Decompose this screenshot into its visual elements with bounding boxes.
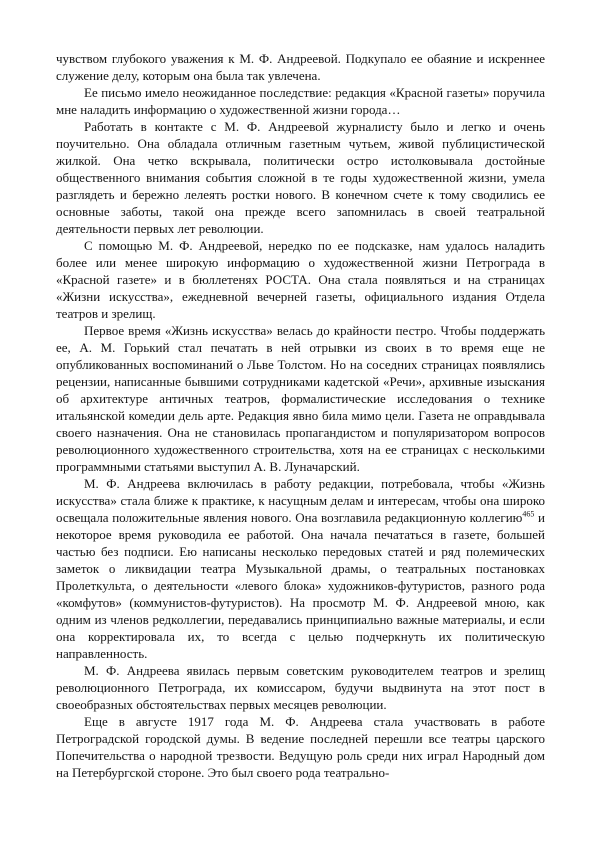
paragraph: Первое время «Жизнь искусства» велась до крайности пестро. Чтобы поддержать ее, А. М. Горький стал печатать в ней отрывки из своих в то время еще не опубликованных воспоминаний о Льве Толстом. Но на соседних страницах появлялись рецензии, написанные бывшими сотрудниками кадетской «Речи», архивные изыскания об архитектуре античных театров, формалистические исследования о технике итальянской комедии дель арте. Редакция явно била мимо цели. Газета не оправдывала своего назначения. Она не становилась пропагандистом и популяризатором вопросов революционного художественного строительства, хотя на ее страницах с несколькими программными статьями выступил А. В. Луначарский. bbox=[56, 323, 545, 474]
paragraph: Еще в августе 1917 года М. Ф. Андреева стала участвовать в работе Петроградской городской думы. В ведение последней перешли все театры царского Попечительства о народной трезвости. Ведущую роль среди них играл Народный дом на Петербургской стороне. Это был своего рода театрально- bbox=[56, 714, 545, 780]
page-text bbox=[56, 50, 545, 781]
paragraph: М. Ф. Андреева включилась в работу редакции, потребовала, чтобы «Жизнь искусства» стала ближе к практике, к насущным делам и интересам, чтобы она широко освещала положительные явления нового. Она возглавила редакционную коллегию$^{465}$ и некоторое время руководила ее работой. Она начала печататься в газете, большей частью без подписи. Ею написаны несколько передовых статей и ряд полемических заметок о ликвидации театра Музыкальной драмы, о театральных постановках Пролеткульта, о деятельности «левого блока» художников-футуристов, разного рода «комфутов» (коммунистов-футуристов). На просмотр М. Ф. Андреевой мною, как одним из членов редколлегии, передавались принципиально важные материалы, и если она корректировала их, то всегда с целью подчеркнуть их политическую направленность. bbox=[56, 476, 545, 661]
paragraph: С помощью М. Ф. Андреевой, нередко по ее подсказке, нам удалось наладить более или менее широкую информацию о художественной жизни Петрограда в «Красной газете» и в бюллетенях РОСТА. Она стала появляться и на страницах «Жизни искусства», ежедневной вечерней газеты, официального издания Отдела театров и зрелищ. bbox=[56, 238, 545, 321]
paragraph: Ее письмо имело неожиданное последствие: редакция «Красной газеты» поручила мне наладить информацию о художественной жизни города… bbox=[56, 85, 545, 117]
paragraph: Работать в контакте с М. Ф. Андреевой журналисту было и легко и очень поучительно. Она обладала отличным газетным чутьем, живой публицистической жилкой. Она четко вскрывала, политически остро истолковывала достойные общественного внимания события сложной в те годы художественной жизни, умела разглядеть и бережно лелеять ростки нового. В конечном счете к тому сводились ее основные заботы, такой она прежде всего запомнилась в своей театральной деятельности первых лет революции. bbox=[56, 119, 545, 236]
paragraph: чувством глубокого уважения к М. Ф. Андреевой. Подкупало ее обаяние и искреннее служение делу, которым она была так увлечена. bbox=[56, 51, 545, 83]
paragraph: М. Ф. Андреева явилась первым советским руководителем театров и зрелищ революционного Петрограда, их комиссаром, будучи выдвинута на этот пост в своеобразных обстоятельствах первых месяцев революции. bbox=[56, 663, 545, 712]
footnote-ref: 465 bbox=[522, 509, 535, 519]
